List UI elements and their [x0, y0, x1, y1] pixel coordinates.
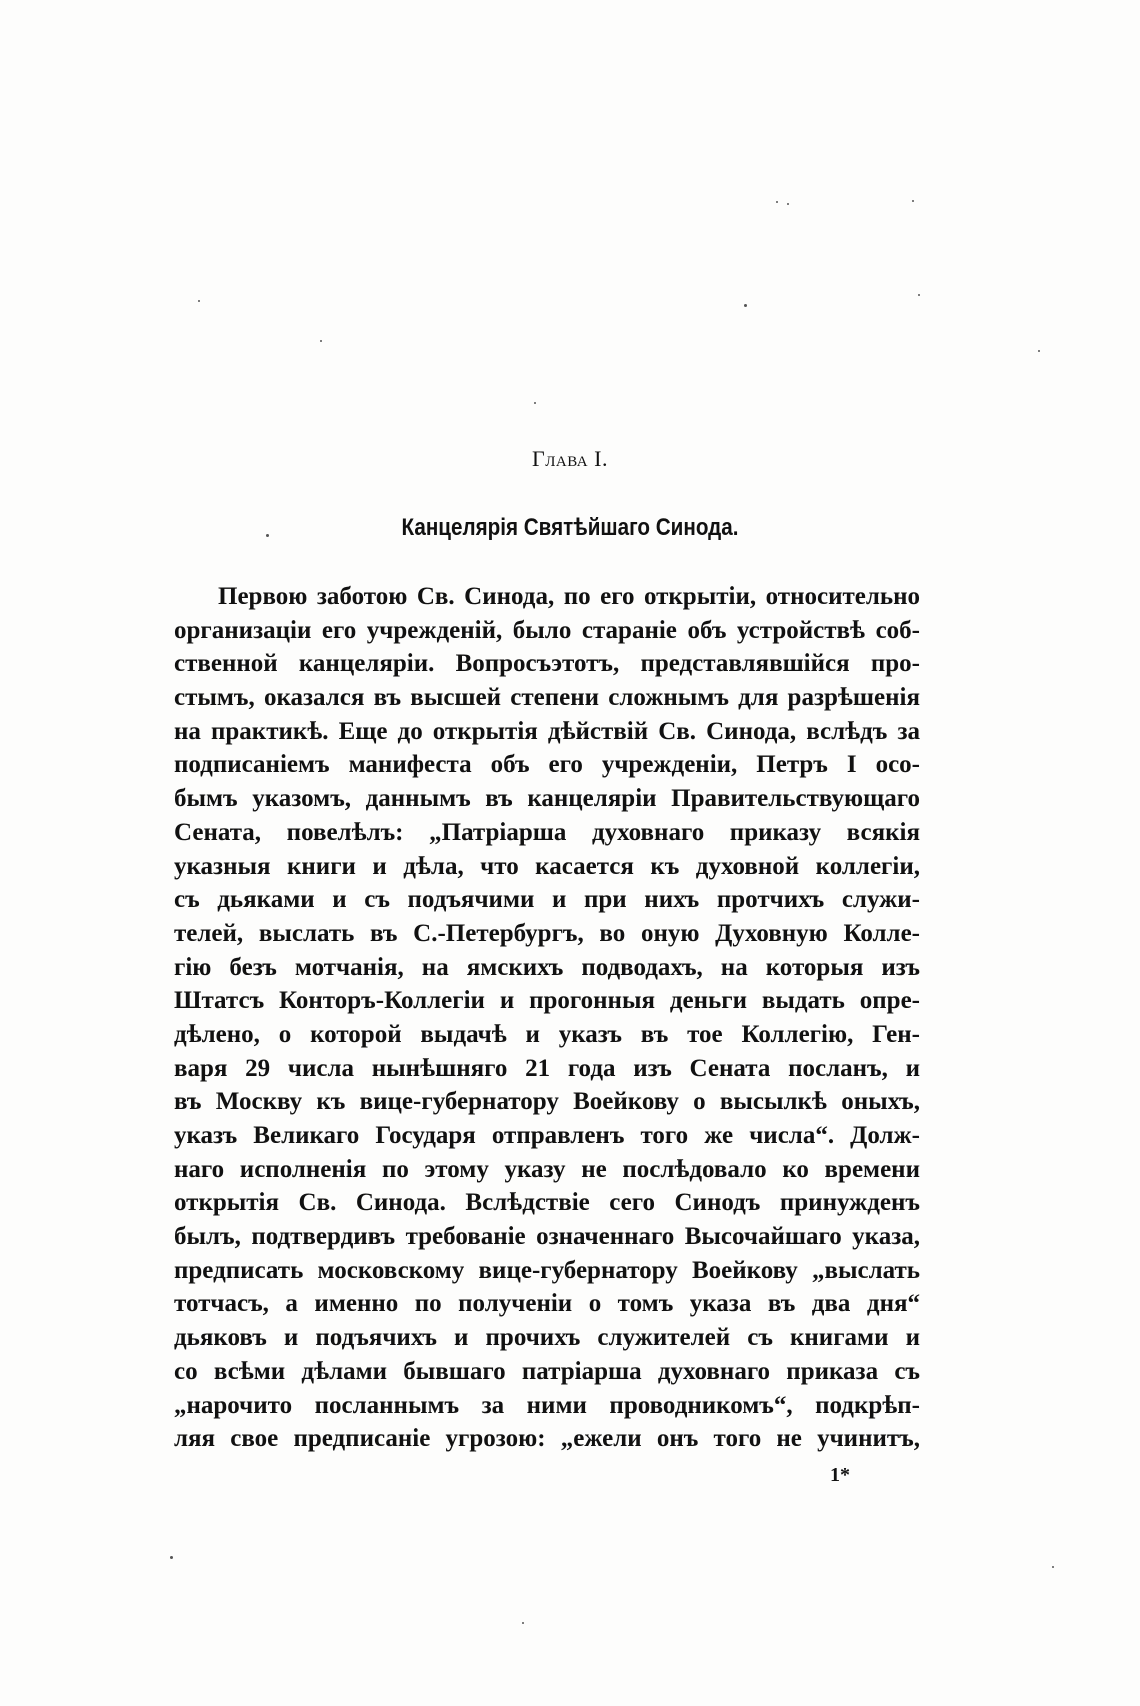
text-line: Штатсъ Конторъ-Коллегіи и прогонныя деньги выдать опре- [174, 987, 920, 1015]
text-line: дьяковъ и подъячихъ и прочихъ служителей съ книгами и [174, 1324, 920, 1352]
scan-speck [918, 294, 920, 296]
text-line: съ дьяками и съ подъячими и при нихъ протчихъ служи- [174, 886, 920, 914]
signature-mark: 1* [830, 1464, 850, 1486]
text-line: тотчасъ, а именно по полученіи о томъ указа въ два дня“ [174, 1290, 920, 1318]
scan-speck [744, 304, 747, 307]
text-line: подписаніемъ манифеста объ его учрежденіи, Петръ I осо- [174, 751, 920, 779]
text-line: наго исполненія по этому указу не послѣдовало ко времени [174, 1155, 920, 1183]
text-line: бымъ указомъ, даннымъ въ канцеляріи Правительствующаго [174, 785, 920, 813]
text-line: гію безъ мотчанія, на ямскихъ подводахъ, на которыя изъ [174, 953, 920, 981]
text-line: „нарочито посланнымъ за ними проводникомъ“, подкрѣп- [174, 1391, 920, 1419]
text-line: былъ, подтвердивъ требованіе означеннаго Высочайшаго указа, [174, 1223, 920, 1251]
text-line: организаціи его учрежденій, было стараніе объ устройствѣ соб- [174, 616, 920, 644]
text-line: ляя свое предписаніе угрозою: „ежели онъ того не учинитъ, [174, 1425, 920, 1453]
scan-speck [170, 1556, 173, 1559]
scan-speck [320, 340, 322, 342]
text-line: Первою заботою Св. Синода, по его открытіи, относительно [218, 583, 920, 610]
text-line: открытія Св. Синода. Вслѣдствіе сего Синодъ принужденъ [174, 1189, 920, 1217]
scan-speck [522, 1622, 524, 1624]
scan-speck [1038, 350, 1040, 352]
text-line: Сената, повелѣлъ: „Патріарша духовнаго приказу всякія [174, 818, 920, 846]
chapter-label: Глава I. [532, 446, 608, 471]
scan-speck [534, 402, 536, 404]
scan-speck [1052, 1566, 1054, 1568]
scan-speck [776, 201, 778, 203]
scan-speck [912, 200, 914, 202]
text-line: предписать московскому вице-губернатору Воейкову „выслать [174, 1256, 920, 1284]
text-line: указныя книги и дѣла, что касается къ духовной коллегіи, [174, 852, 920, 880]
text-line: телей, выслать въ С.-Петербургъ, во оную Духовную Колле- [174, 919, 920, 947]
text-line: дѣлено, о которой выдачѣ и указъ въ тое Коллегію, Ген- [174, 1020, 920, 1048]
text-line: стымъ, оказался въ высшей степени сложнымъ для разрѣшенія [174, 684, 920, 712]
text-line: варя 29 числа нынѣшняго 21 года изъ Сената посланъ, и [174, 1054, 920, 1082]
text-line: ственной канцеляріи. Вопросъэтотъ, представлявшійся про- [174, 650, 920, 678]
section-title: Канцелярія Святѣйшаго Синода. [401, 514, 739, 541]
text-line: въ Москву къ вице-губернатору Воейкову о высылкѣ оныхъ, [174, 1088, 920, 1116]
chapter-heading [0, 446, 1140, 472]
text-line: указъ Великаго Государя отправленъ того же числа“. Долж- [174, 1122, 920, 1149]
text-line: на практикѣ. Еще до открытія дѣйствій Св. Синода, вслѣдъ за [174, 717, 920, 745]
text-line: со всѣми дѣлами бывшаго патріарша духовнаго приказа съ [174, 1357, 920, 1385]
scan-speck [198, 300, 200, 302]
body-paragraph [174, 580, 920, 1456]
scan-speck [787, 203, 789, 205]
